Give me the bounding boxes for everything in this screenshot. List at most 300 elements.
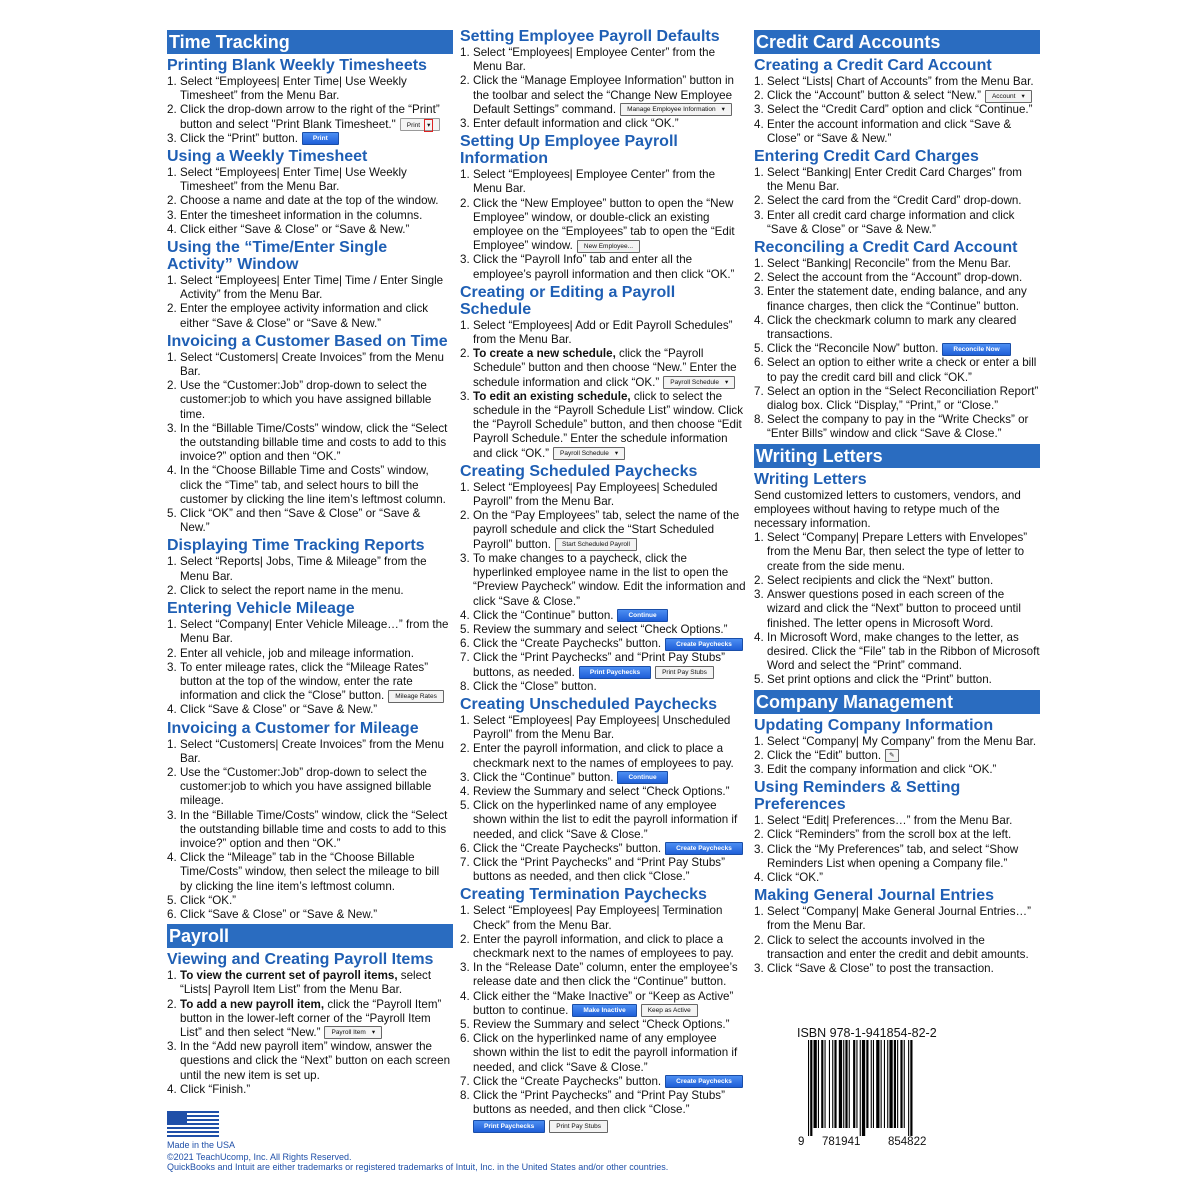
list-item (167, 555, 453, 583)
barcode-bar (845, 1040, 847, 1128)
print-button[interactable] (302, 132, 339, 145)
step-body: Select “Employees| Pay Employees| Unscheduled Payroll” from the Menu Bar. (473, 713, 731, 742)
step-text (180, 618, 453, 646)
mileage-rates-button[interactable] (388, 690, 444, 703)
list-item (460, 680, 746, 694)
step-text (180, 223, 453, 237)
step-body: Enter the employee activity information and click either “Save & Close” or “Save & New.” (180, 302, 429, 330)
step-body: Choose a name and date at the top of the window. (180, 194, 439, 208)
step-text (473, 319, 746, 347)
step-emphasis: To view the current set of payroll items, (180, 969, 398, 983)
edit-pencil-button[interactable] (885, 749, 898, 762)
list-item (754, 89, 1040, 103)
barcode-bar (908, 1040, 909, 1136)
step-text (767, 342, 1040, 356)
step-body: Select “Employees| Add or Edit Payroll Schedules” from the Menu Bar. (473, 318, 733, 347)
step-number: 2. (754, 748, 764, 762)
step-number: 1. (167, 618, 177, 632)
step-body: In the “Choose Billable Time and Costs” window, click the “Time” tab, and select hours to bill the customer by clicking the line item’s leftmost column. (180, 464, 446, 506)
step-text (473, 1032, 746, 1075)
step-text (473, 856, 746, 884)
step-text (473, 842, 746, 856)
list-item (754, 342, 1040, 356)
step-text (767, 749, 1040, 763)
list-item (754, 209, 1040, 237)
barcode-bar (810, 1040, 812, 1136)
create-paychecks-button[interactable] (665, 842, 743, 855)
step-number: 1. (167, 969, 177, 983)
list-item (460, 319, 746, 347)
button-label: Continue (628, 612, 657, 620)
step-number: 2. (167, 583, 177, 597)
button-label: Payroll Schedule (560, 450, 609, 458)
step-number: 3. (167, 1040, 177, 1054)
step-text (767, 843, 1040, 871)
topic-heading: Invoicing a Customer for Mileage (167, 719, 419, 737)
step-body: Click the “Create Paychecks” button. (473, 1074, 662, 1088)
topic-heading: Updating Company Information (754, 716, 994, 734)
section-banner: Writing Letters (754, 444, 1040, 468)
step-text (767, 75, 1040, 89)
list-item (754, 285, 1040, 313)
step-number: 5. (460, 622, 470, 636)
step-text (473, 680, 746, 694)
step-body: Click the checkmark column to mark any cleared transactions. (767, 313, 1017, 342)
step-text (180, 661, 453, 704)
list-item (167, 998, 453, 1041)
step-text (473, 168, 746, 196)
payroll-item-button[interactable] (324, 1026, 382, 1039)
barcode-bar (873, 1040, 874, 1128)
topic-heading: Printing Blank Weekly Timesheets (167, 57, 427, 74)
step-body: Click the “Reconcile Now” button. (767, 342, 939, 356)
button-label: Keep as Active (647, 1007, 691, 1015)
barcode-bar (887, 1040, 888, 1128)
barcode-bar (904, 1040, 905, 1128)
step-body: Enter all credit card charge information and click “Save & Close” or “Save & New.” (767, 208, 1015, 236)
step-body: Select “Employees| Enter Time| Use Weekly Timesheet” from the Menu Bar. (180, 166, 407, 194)
step-body: Select “Banking| Enter Credit Card Charges” from the Menu Bar. (767, 166, 1022, 194)
step-text (473, 117, 746, 131)
step-text (767, 531, 1040, 574)
barcode-bar (825, 1040, 826, 1128)
step-body: Click the “Print Paychecks” and “Print Pay Stubs” buttons, as needed. (473, 651, 725, 679)
start-scheduled-payroll-button[interactable] (555, 538, 637, 551)
column-time-tracking-payroll (167, 28, 453, 1097)
step-body: Enter the account information and click “Save & Close” or “Save & New.” (767, 117, 1012, 145)
step-body: Click “Reminders” from the scroll box at the left. (767, 828, 1012, 842)
list-item (167, 464, 453, 507)
step-body: Enter the payroll information, and click to place a checkmark next to the names of employees to pay. (473, 932, 734, 960)
step-body: click the “Payroll Item” button in the lower-left corner of the “Payroll Item List” and then select “New.” (180, 997, 442, 1039)
step-text (180, 132, 453, 146)
keep-as-active-button[interactable] (641, 1004, 698, 1017)
step-body: Click to select the accounts involved in the transaction and enter the credit and debit amounts. (767, 933, 1029, 961)
section-banner: Credit Card Accounts (754, 30, 1040, 54)
step-text (180, 998, 453, 1041)
step-number: 3. (754, 208, 764, 222)
list-item (460, 771, 746, 785)
step-text (473, 481, 746, 509)
step-text (767, 934, 1040, 962)
isbn: ISBN 978-1-941854-82-2 (797, 1026, 937, 1040)
step-text (180, 647, 453, 661)
step-body: Click the “Continue” button. (473, 770, 614, 784)
button-label: Print (312, 135, 328, 143)
step-number: 3. (460, 389, 470, 403)
step-number: 2. (754, 933, 764, 947)
step-text (180, 209, 453, 223)
list-item (167, 507, 453, 535)
list-item (460, 856, 746, 884)
step-body: Click the “New Employee” button to open the “New Employee” window, or double-click an existing employee on the “Employees” tab to open the “Edit Employee” window. (473, 196, 735, 253)
list-item (460, 785, 746, 799)
step-body: Select “Employees| Pay Employees| Scheduled Payroll” from the Menu Bar. (473, 480, 718, 509)
step-text (473, 799, 746, 842)
list-item (167, 132, 453, 146)
step-number: 2. (167, 103, 177, 117)
topic-heading: Setting Employee Payroll Defaults (460, 28, 720, 45)
section-banner: Company Management (754, 690, 1040, 714)
step-number: 5. (167, 893, 177, 907)
list-item (460, 933, 746, 961)
step-number: 6. (167, 907, 177, 921)
list-item (460, 509, 746, 552)
step-body: Select an option to either write a check or enter a bill to pay the credit card bill and click “OK.” (767, 356, 1037, 384)
step-text (180, 584, 453, 598)
step-body: Click “Save & Close” to post the transaction. (767, 961, 994, 975)
step-body: Select “Company| My Company” from the Menu Bar. (767, 734, 1037, 748)
create-paychecks-button[interactable] (665, 1075, 743, 1088)
list-item (167, 738, 453, 766)
step-body: Click the “Mileage” tab in the “Choose Billable Time/Costs” window, then select the mileage to bill by clicking the line item’s leftmost column. (180, 851, 440, 893)
print-pay-stubs-button[interactable] (549, 1120, 608, 1133)
step-body: Select “Lists| Chart of Accounts” from the Menu Bar. (767, 75, 1034, 88)
step-text (180, 302, 453, 330)
button-label: ✎ (889, 752, 895, 760)
list-item (754, 843, 1040, 871)
step-number: 3. (754, 285, 764, 299)
step-text (473, 785, 746, 799)
step-emphasis: To edit an existing schedule, (473, 389, 631, 403)
list-item (167, 103, 453, 131)
button-label: Manage Employee Information (627, 106, 716, 114)
list-item (460, 253, 746, 281)
account-button[interactable] (985, 90, 1032, 103)
topic-heading: Creating Scheduled Paychecks (460, 462, 698, 480)
continue-button[interactable] (617, 609, 667, 622)
step-text (180, 1040, 453, 1083)
step-number: 2. (167, 765, 177, 779)
section-banner: Time Tracking (167, 30, 453, 54)
barcode-bar (900, 1040, 902, 1128)
barcode-bar (866, 1040, 868, 1128)
print-button[interactable] (400, 118, 441, 131)
step-body: Select an option in the “Select Reconciliation Report” dialog box. Click “Display,” “Print,” or “Close.” (767, 384, 1039, 413)
step-number: 2. (754, 89, 764, 103)
step-number: 4. (754, 117, 764, 131)
step-number: 7. (460, 1074, 470, 1088)
step-body: Select “Customers| Create Invoices” from the Menu Bar. (180, 350, 444, 379)
print-paychecks-button[interactable] (473, 1120, 545, 1133)
step-body: In Microsoft Word, make changes to the letter, as desired. Click the “File” tab in the Ribbon of Microsoft Word and select the “Print” command. (767, 630, 1040, 673)
step-number: 2. (460, 509, 470, 523)
step-text (180, 194, 453, 208)
button-label: Create Paychecks (676, 845, 732, 853)
barcode-bar (821, 1040, 823, 1128)
list-item (754, 735, 1040, 749)
print-paychecks-button[interactable] (579, 666, 651, 679)
step-body: Click “OK.” (180, 893, 237, 907)
list-item (167, 766, 453, 809)
step-number: 6. (460, 637, 470, 651)
step-body: To make changes to a paycheck, click the hyperlinked employee name in the list to open the “Preview Paycheck” window. Edit the information and click “Save & Close.” (473, 551, 746, 608)
step-text (473, 904, 746, 932)
topic-heading: Using Reminders & Setting Preferences (754, 779, 961, 814)
payroll-schedule-button[interactable] (553, 447, 625, 460)
step-text (180, 809, 453, 852)
list-item (167, 274, 453, 302)
step-body: Enter the payroll information, and click to place a checkmark next to the names of employees to pay. (473, 742, 734, 770)
barcode-bar (849, 1040, 850, 1128)
list-item (460, 1089, 746, 1117)
step-text (473, 609, 746, 623)
print-pay-stubs-button[interactable] (655, 666, 714, 679)
step-number: 2. (167, 997, 177, 1011)
button-label: Print Paychecks (484, 1122, 535, 1130)
step-body: Enter default information and click “OK.” (473, 117, 679, 131)
step-text (180, 103, 453, 131)
step-number: 3. (460, 770, 470, 784)
step-text (767, 673, 1040, 687)
list-item (754, 814, 1040, 828)
list-item (167, 969, 453, 997)
step-number: 3. (754, 961, 764, 975)
step-number: 1. (754, 75, 764, 88)
barcode-bar (832, 1040, 833, 1128)
topic-heading: Displaying Time Tracking Reports (167, 537, 425, 555)
step-text (180, 351, 453, 379)
list-item (754, 271, 1040, 285)
step-body: Click the “Print” button. (180, 131, 298, 145)
list-item (460, 74, 746, 117)
barcode-bar (889, 1040, 892, 1128)
step-text (180, 738, 453, 766)
step-text (180, 555, 453, 583)
step-body: Click the “Close” button. (473, 679, 597, 693)
step-text (767, 905, 1040, 933)
step-number: 1. (754, 734, 764, 748)
step-number: 5. (754, 342, 764, 356)
barcode-bar (843, 1040, 844, 1128)
barcode-bar (881, 1040, 882, 1128)
step-number: 4. (167, 1082, 177, 1096)
step-text (473, 552, 746, 609)
step-body: Use the “Customer:Job” drop-down to select the customer:job to which you have assigned billable time. (180, 379, 432, 421)
step-body: Click “Save & Close” or “Save & New.” (180, 907, 378, 921)
step-number: 4. (167, 851, 177, 865)
step-number: 1. (460, 46, 470, 59)
list-item (460, 1075, 746, 1089)
step-body: Click the “Manage Employee Information” button in the toolbar and select the “Change New Employee Default Settings” command. (473, 74, 734, 116)
list-item (460, 842, 746, 856)
list-item (167, 209, 453, 223)
step-body: Click the “Payroll Info” tab and enter all the employee’s payroll information and then click “OK.” (473, 253, 735, 281)
step-body: Select “Company| Make General Journal Entries…” from the Menu Bar. (767, 905, 1031, 933)
step-number: 1. (167, 350, 177, 364)
make-inactive-button[interactable] (572, 1004, 636, 1017)
list-item (460, 117, 746, 131)
list-item (754, 356, 1040, 384)
topic-heading: Entering Credit Card Charges (754, 148, 979, 166)
list-item (460, 714, 746, 742)
step-number: 1. (167, 75, 177, 88)
usa-flag-icon (167, 1111, 219, 1139)
step-body: Select recipients and click the “Next” button. (767, 573, 994, 587)
reconcile-now-button[interactable] (942, 343, 1010, 356)
new-employee-button[interactable] (577, 240, 640, 253)
step-body: Select “Customers| Create Invoices” from the Menu Bar. (180, 737, 444, 765)
step-number: 3. (167, 131, 177, 145)
step-number: 3. (167, 660, 177, 674)
button-label: Start Scheduled Payroll (561, 541, 630, 549)
step-body: Select “Employees| Employee Center” from the Menu Bar. (473, 46, 716, 74)
button-label: Continue (628, 774, 657, 782)
list-item (754, 75, 1040, 89)
step-body: Click the “Edit” button. (767, 748, 882, 762)
topic-heading: Viewing and Creating Payroll Items (167, 951, 434, 969)
list-item (167, 661, 453, 704)
step-number: 4. (460, 608, 470, 622)
column-payroll-procedures (460, 26, 746, 1135)
list-item (754, 166, 1040, 194)
step-body: Click the “Continue” button. (473, 608, 614, 622)
step-number: 2. (754, 194, 764, 208)
step-number: 3. (460, 551, 470, 565)
step-text (473, 1075, 746, 1089)
step-text (473, 509, 746, 552)
step-number: 1. (167, 166, 177, 180)
step-text (767, 89, 1040, 103)
step-body: Select “Banking| Reconcile” from the Menu Bar. (767, 257, 1012, 271)
step-body: Click “OK.” (767, 870, 824, 884)
button-label: Mileage Rates (395, 692, 437, 700)
list-item (460, 904, 746, 932)
button-label: Payroll Item (331, 1029, 366, 1037)
step-body: Select “Reports| Jobs, Time & Mileage” from the Menu Bar. (180, 555, 427, 583)
step-text (767, 314, 1040, 342)
barcode-bar (897, 1040, 898, 1128)
list-item (754, 413, 1040, 441)
step-text (180, 703, 453, 717)
barcode-bar (808, 1040, 809, 1136)
step-text (473, 253, 746, 281)
step-number: 3. (167, 421, 177, 435)
step-body: Click either the “Make Inactive” or “Keep as Active” button to continue. (473, 989, 734, 1017)
list-item (754, 749, 1040, 763)
button-label: Print Paychecks (589, 668, 641, 676)
manage-employee-information-button[interactable] (620, 103, 732, 116)
step-text (767, 271, 1040, 285)
barcode-bar (839, 1040, 842, 1128)
list-item (167, 1083, 453, 1097)
step-body: Enter the statement date, ending balance, and any finance charges, then click the “Continue” button. (767, 285, 1027, 313)
step-body: click the “Payroll Schedule” button and then choose “New.” Enter the schedule information and click “OK.” (473, 347, 737, 389)
payroll-schedule-button[interactable] (663, 376, 735, 389)
list-item (167, 809, 453, 852)
step-body: Set print options and click the “Print” button. (767, 673, 992, 687)
list-item (460, 637, 746, 651)
step-text (767, 257, 1040, 271)
dropdown-arrow-icon[interactable]: ▾ (424, 119, 433, 132)
barcode-bar (871, 1040, 872, 1128)
step-text (767, 166, 1040, 194)
step-number: 7. (460, 651, 470, 665)
topic-heading: Using the “Time/Enter Single Activity” Window (167, 239, 388, 274)
list-item (460, 197, 746, 254)
step-text (767, 356, 1040, 384)
step-body: Select the account from the “Account” drop-down. (767, 271, 1023, 285)
trademark-notice: QuickBooks and Intuit are either trademarks or registered trademarks of Intuit, Inc. in the United States and/or other countries. (167, 1162, 669, 1172)
step-body: In the “Add new payroll item” window, answer the questions and click the “Next” button on each screen until the new item is set up. (180, 1040, 451, 1082)
list-item (754, 257, 1040, 271)
step-number: 5. (460, 799, 470, 813)
step-number: 2. (460, 742, 470, 756)
intro-paragraph: Send customized letters to customers, vendors, and employees without having to retype much of the necessary information. (754, 488, 1021, 531)
step-body: Click “Save & Close” or “Save & New.” (180, 703, 378, 717)
step-emphasis: To create a new schedule, (473, 347, 616, 361)
step-body: Click on the hyperlinked name of any employee shown within the list to edit the payroll information if needed, and click “Save & Close.” (473, 799, 738, 841)
step-text (473, 347, 746, 390)
step-number: 2. (460, 196, 470, 210)
step-number: 8. (460, 679, 470, 693)
step-text (473, 1089, 746, 1117)
step-text (473, 933, 746, 961)
step-number: 6. (460, 841, 470, 855)
step-text (767, 118, 1040, 146)
step-number: 1. (460, 713, 470, 727)
create-paychecks-button[interactable] (665, 638, 743, 651)
step-number: 2. (754, 271, 764, 285)
list-item (754, 118, 1040, 146)
list-item (460, 742, 746, 770)
list-item (460, 1018, 746, 1032)
continue-button[interactable] (617, 771, 667, 784)
list-item (754, 763, 1040, 777)
step-number: 4. (167, 703, 177, 717)
copyright: ©2021 TeachUcomp, Inc. All Rights Reserved. (167, 1152, 352, 1162)
list-item (754, 631, 1040, 674)
step-body: Click the “Account” button & select “New.” (767, 89, 981, 103)
list-item (754, 905, 1040, 933)
step-text (473, 637, 746, 651)
step-number: 4. (754, 870, 764, 884)
barcode-bar (853, 1040, 855, 1128)
step-text (180, 166, 453, 194)
made-in-usa: Made in the USA (167, 1140, 236, 1150)
step-number: 3. (754, 842, 764, 856)
step-number: 4. (460, 784, 470, 798)
step-number: 2. (754, 573, 764, 587)
list-item (460, 46, 746, 74)
step-text (180, 851, 453, 894)
step-text (473, 714, 746, 742)
button-label: New Employee... (583, 242, 634, 250)
step-body: Answer questions posed in each screen of the wizard and click the “Next” button to proceed until finished. The letter opens in Microsoft Word. (767, 588, 1021, 630)
step-number: 2. (754, 828, 764, 842)
step-body: Review the Summary and select “Check Options.” (473, 784, 730, 798)
step-number: 2. (460, 74, 470, 88)
